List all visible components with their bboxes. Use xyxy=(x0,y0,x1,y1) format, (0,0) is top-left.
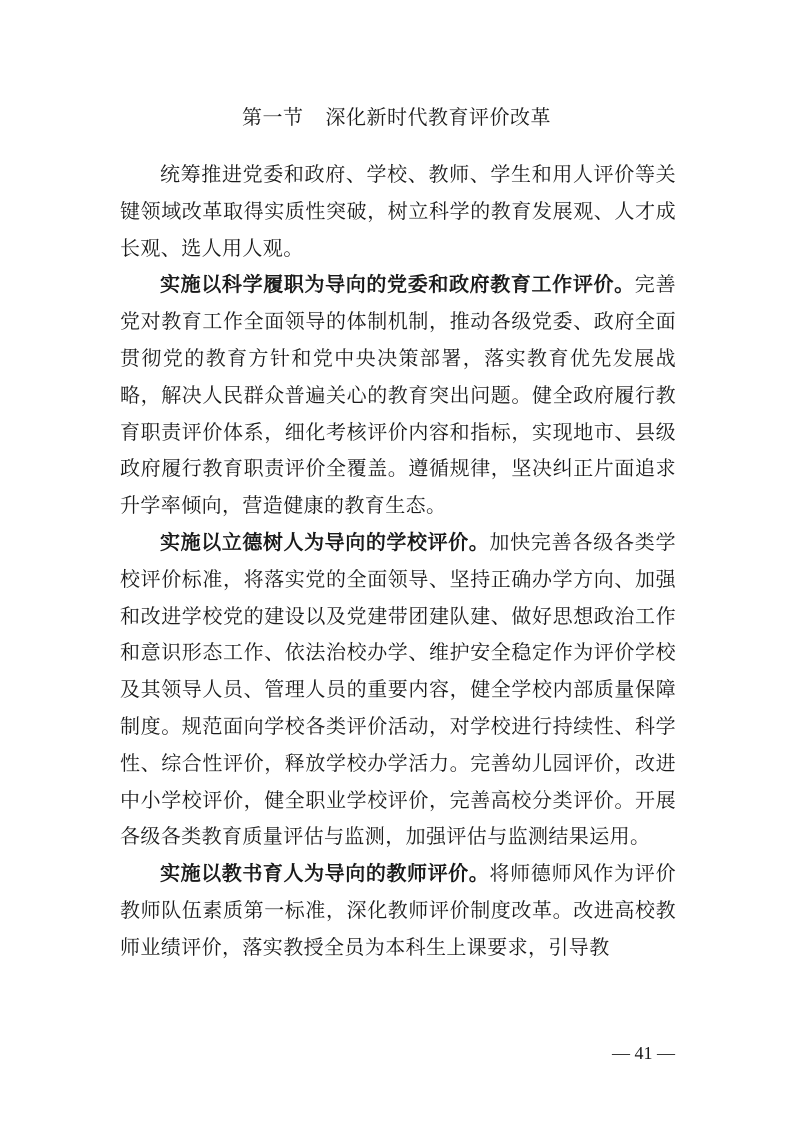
paragraph-text: 将师德师风作为评价教师队伍素质第一标准，深化教师评价制度改革。改进高校教师业绩评价，落实教授全员为本科生上课要求，引导教 xyxy=(120,861,676,959)
paragraph-lead: 实施以教书育人为导向的教师评价。 xyxy=(160,861,490,886)
paragraph-school-evaluation xyxy=(120,524,676,855)
body-text xyxy=(120,156,676,966)
paragraph-teacher-evaluation xyxy=(120,855,676,965)
paragraph-text: 完善党对教育工作全面领导的体制机制，推动各级党委、政府全面贯彻党的教育方针和党中央决策部署，落实教育优先发展战略，解决人民群众普遍关心的教育突出问题。健全政府履行教育职责评价体系，细化考核评价内容和指标，实现地市、县级政府履行教育职责评价全覆盖。遵循规律，坚决纠正片面追求升学率倾向，营造健康的教育生态。 xyxy=(120,272,676,518)
page-number: — 41 — xyxy=(612,1043,675,1063)
paragraph-intro xyxy=(120,156,676,266)
section-title-text: 深化新时代教育评价改革 xyxy=(325,105,551,129)
paragraph-text: 统筹推进党委和政府、学校、教师、学生和用人评价等关键领域改革取得实质性突破，树立科学的教育发展观、人才成长观、选人用人观。 xyxy=(120,162,676,260)
paragraph-text: 加快完善各级各类学校评价标准，将落实党的全面领导、坚持正确办学方向、加强和改进学校党的建设以及党建带团建队建、做好思想政治工作和意识形态工作、依法治校办学、维护安全稳定作为评价学校及其领导人员、管理人员的重要内容，健全学校内部质量保障制度。规范面向学校各类评价活动，对学校进行持续性、科学性、综合性评价，释放学校办学活力。完善幼儿园评价，改进中小学校评价，健全职业学校评价，完善高校分类评价。开展各级各类教育质量评估与监测，加强评估与监测结果运用。 xyxy=(120,529,676,849)
paragraph-lead: 实施以立德树人为导向的学校评价。 xyxy=(160,529,490,554)
paragraph-government-evaluation xyxy=(120,266,676,524)
paragraph-lead: 实施以科学履职为导向的党委和政府教育工作评价。 xyxy=(160,272,635,297)
section-heading xyxy=(0,103,793,131)
section-number: 第一节 xyxy=(242,105,304,129)
